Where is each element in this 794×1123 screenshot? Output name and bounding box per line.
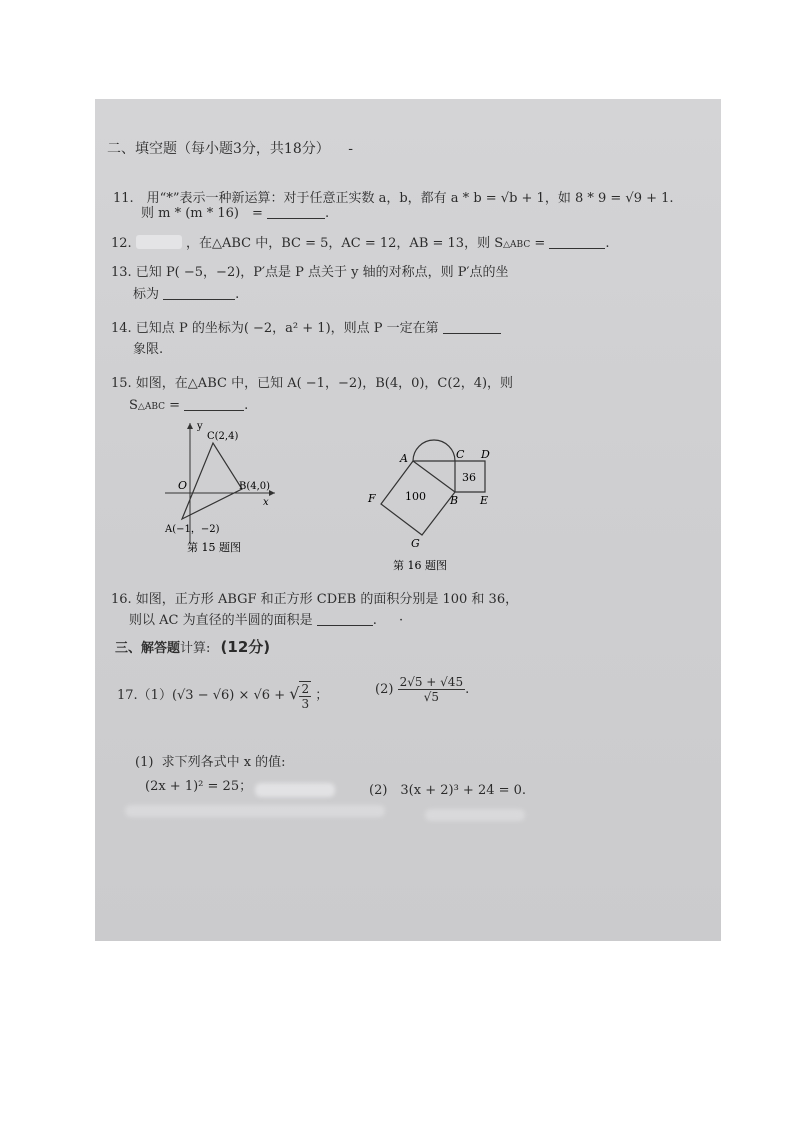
figure-15-caption: 第 15 题图 — [187, 541, 241, 554]
question-16-line-2: 则以 AC 为直径的半圆的面积是 . · — [129, 613, 404, 628]
point-c-label: C(2,4) — [207, 431, 239, 442]
semicircle-ac — [413, 440, 455, 461]
triangle-abc — [182, 443, 242, 519]
question-17-part-1: 17.（1）(√3 − √6) × √6 + √ $\frac{2}{3}$ ； — [117, 681, 329, 711]
answer-blank-14[interactable] — [443, 321, 501, 334]
question-16-line-1: 16. 如图，正方形 ABGF 和正方形 CDEB 的面积分别是 100 和 36， — [111, 592, 519, 607]
erased-mark — [255, 783, 335, 797]
area-large-label: 100 — [405, 490, 426, 503]
label-b: B — [450, 494, 459, 507]
part-2-fraction: $\frac{2√5 + √45}{√5}$ — [399, 675, 464, 704]
section-2-header: 二、填空题（每小题3分，共18分） - — [107, 141, 353, 157]
label-f: F — [368, 492, 376, 505]
label-c: C — [456, 448, 465, 461]
question-13-line-1: 13. 已知 P( −5，−2)，P′点是 P 点关于 y 轴的对称点，则 P′点的坐 — [111, 265, 509, 280]
label-e: E — [480, 494, 489, 507]
figure-16 — [365, 429, 515, 579]
smudge-mark — [136, 235, 182, 249]
point-b-label: B(4,0) — [239, 481, 271, 492]
label-a: A — [400, 452, 408, 465]
erased-mark — [425, 809, 525, 821]
label-d: D — [481, 448, 490, 461]
x-axis-label: x — [263, 497, 269, 508]
question-18-equation-1: (2x + 1)² = 25； — [145, 779, 253, 794]
section-3-header: 三、解答题计算: (12分) — [115, 638, 271, 656]
question-12: 12. ，在△ABC 中，BC = 5，AC = 12，AB = 13，则 S△ABC = . — [111, 236, 610, 251]
handwritten-score: (12分) — [220, 638, 271, 656]
point-a-label: A(−1，−2) — [165, 524, 220, 535]
erased-mark — [125, 805, 385, 817]
question-15-line-2: S△ABC = . — [129, 398, 249, 413]
question-18-equation-2: (2) 3(x + 2)³ + 24 = 0. — [369, 783, 527, 798]
question-14-line-1: 14. 已知点 P 的坐标为( −2，a² + 1)，则点 P 一定在第 — [111, 321, 501, 337]
y-axis-label: y — [197, 421, 203, 432]
question-13-line-2: 标为 . — [133, 287, 240, 302]
area-small-label: 36 — [462, 471, 476, 484]
exam-sheet — [95, 99, 721, 941]
y-axis-arrow — [187, 423, 193, 429]
sqrt-fraction: $\frac{2}{3}$ — [301, 681, 310, 711]
question-15-line-1: 15. 如图，在△ABC 中，已知 A( −1，−2)，B(4，0)，C(2，4)，则 — [111, 376, 514, 391]
answer-blank-11[interactable] — [267, 206, 325, 219]
question-14-line-2: 象限. — [133, 342, 164, 357]
answer-blank-12[interactable] — [549, 236, 605, 249]
question-11-line-2: 则 m * (m * 16) = . — [141, 206, 330, 221]
answer-blank-16[interactable] — [317, 613, 373, 626]
question-11-line-1: 11. 用“*”表示一种新运算：对于任意正实数 a，b，都有 a * b = √b + 1，如 8 * 9 = √9 + 1. — [113, 191, 674, 206]
label-g: G — [411, 537, 420, 550]
origin-label: O — [178, 479, 188, 492]
question-18-intro: (1) 求下列各式中 x 的值: — [135, 755, 286, 770]
question-17-part-2: (2) $\frac{2√5 + √45}{√5}$ . — [375, 675, 470, 704]
answer-blank-13[interactable] — [163, 287, 235, 300]
figure-15 — [155, 419, 355, 559]
figure-16-caption: 第 16 题图 — [393, 559, 447, 572]
answer-blank-15[interactable] — [184, 398, 244, 411]
